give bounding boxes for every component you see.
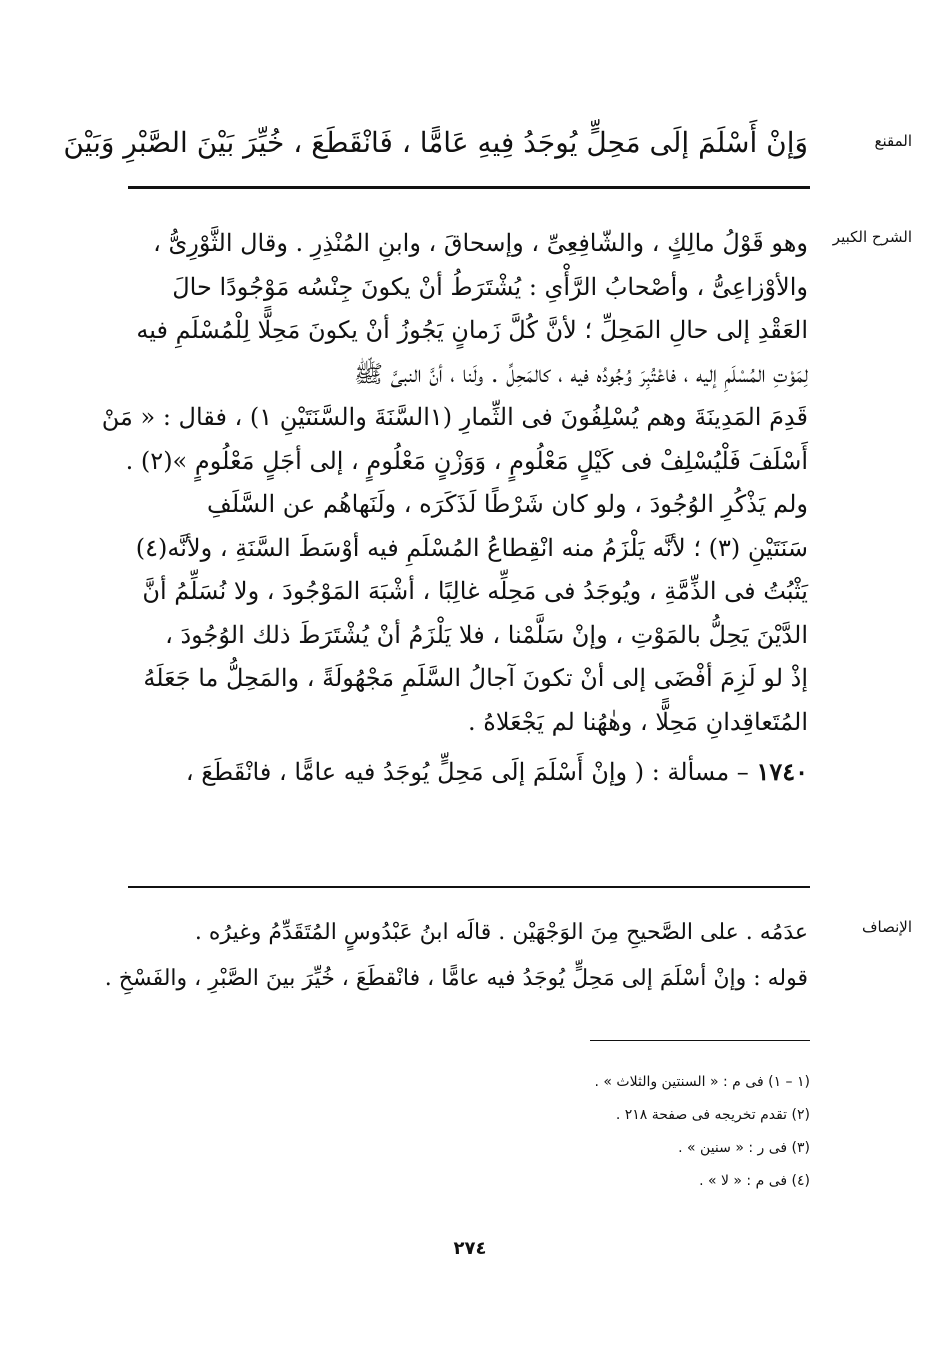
sharh-line: الدَّيْنَ يَحِلُّ بالمَوْتِ ، وإنْ سَلَّمْنا ، فلا يَلْزَمُ أنْ يُشْتَرَطَ ذلك الوُجُودَ ،	[165, 620, 808, 649]
sharh-line: سَنَتَيْنِ (٣) ؛ لأنَّه يَلْزَمُ منه انْقِطاعُ المُسْلَمِ فيه أوْسَطَ السَّنَةِ ، ولأنَّه(٤)	[135, 533, 808, 562]
footnote: (٤) فى م : « لا » .	[699, 1173, 810, 1189]
sharh-line: لِمَوْتِ المُسْلَمِ إليه ، فاعْتُبِرَ وُجُودُه فيه ، كالمَحِلِّ . ولَنا ، أنَّ النبىَّ ﷺ	[354, 359, 808, 388]
insaf-label: الإنصاف	[861, 918, 912, 936]
page-number: ٢٧٤	[453, 1238, 487, 1259]
footnote: (١ – ١) فى م : « السنتين والثلاث » .	[594, 1074, 810, 1090]
muqni-label: المقنع	[874, 132, 912, 150]
footnote-divider	[590, 1040, 810, 1041]
sharh-line: ولم يَذْكُرِ الوُجُودَ ، ولو كان شَرْطًا لَذَكَرَه ، ولَنَهاهُم عن السَّلَفِ	[206, 490, 808, 518]
masala-line	[128, 750, 808, 795]
section-divider	[128, 886, 810, 888]
footnote: (٢) تقدم تخريجه فى صفحة ٢١٨ .	[615, 1107, 810, 1123]
sharh-line: المُتَعاقِدانِ مَحِلًّا ، وهٰهُنا لم يَجْعَلاهُ .	[468, 707, 808, 736]
footnote: (٣) فى ر : « سنين » .	[678, 1140, 810, 1156]
sharh-line: والأوْزاعِىُّ ، وأصْحابُ الرَّأْىِ : يُشْتَرَطُ أنْ يكونَ جِنْسُه مَوْجُودًا حالَ	[172, 272, 808, 301]
insaf-text	[104, 910, 808, 1002]
sharh-line: يَثْبُتُ فى الذِّمَّةِ ، ويُوجَدُ فى مَحِلِّه غالِبًا ، أشْبَهَ المَوْجُودَ ، ولا نُسَلِّمُ أنَّ	[142, 577, 808, 605]
sharh-line: أَسْلَفَ فَلْيُسْلِفْ فى كَيْلٍ مَعْلُومٍ ، وَوَزْنٍ مَعْلُومٍ ، إلى أجَلٍ مَعْلُومٍ »(٢) .	[125, 446, 808, 475]
sharh-label: الشرح الكبير	[832, 228, 912, 246]
muqni-line: وَإنْ أَسْلَمَ إلَى مَحِلٍّ يُوجَدُ فِيهِ عَامًّا ، فَانْقَطَعَ ، خُيِّرَ بَيْنَ الصَّبْرِ وَبَيْنَ	[63, 126, 808, 159]
sharh-line: إذْ لو لَزِمَ أفْضَى إلى أنْ تكونَ آجالُ السَّلَمِ مَجْهُولَةً ، والمَحِلُّ ما جَعَلَهُ	[143, 664, 808, 692]
sharh-line: قَدِمَ المَدِينَةَ وهم يُسْلِفُونَ فى الثِّمارِ (١السَّنَةَ والسَّنَتَيْنِ ١) ، فقال : « مَنْ	[101, 403, 808, 431]
insaf-line: قوله : وإنْ أسْلَمَ إلى مَحِلٍّ يُوجَدُ فيه عامًّا ، فانْقطَعَ ، خُيِّرَ بينَ الصَّبْرِ ، والفَسْخِ .	[104, 966, 808, 991]
muqni-text	[63, 118, 808, 168]
sharh-line: وهو قَوْلُ مالِكٍ ، والشّافِعِىِّ ، وإسحاقَ ، وابنِ المُنْذِرِ . وقال الثَّوْرِىُّ ،	[153, 229, 808, 257]
sharh-text	[101, 222, 808, 795]
masala-number: ١٧٤٠	[756, 757, 808, 786]
sharh-line: العَقْدِ إلى حالِ المَحِلِّ ؛ لأنَّ كُلَّ زَمانٍ يَجُوزُ أنْ يكونَ مَحِلًّا لِلْمُسْلَمِ فيه	[136, 316, 808, 344]
header-divider	[128, 186, 810, 189]
masala-text: – مسألة : ( وإنْ أَسْلَمَ إلَى مَحِلٍّ يُوجَدُ فيه عامًّا ، فانْقَطَعَ ،	[185, 758, 749, 786]
insaf-line: عدَمُه . على الصَّحيحِ مِنَ الوَجْهَيْن . قالَه ابنُ عَبْدُوسٍ المُتَقَدِّمُ وغيرُه .	[194, 920, 808, 945]
footnotes	[390, 1066, 810, 1198]
